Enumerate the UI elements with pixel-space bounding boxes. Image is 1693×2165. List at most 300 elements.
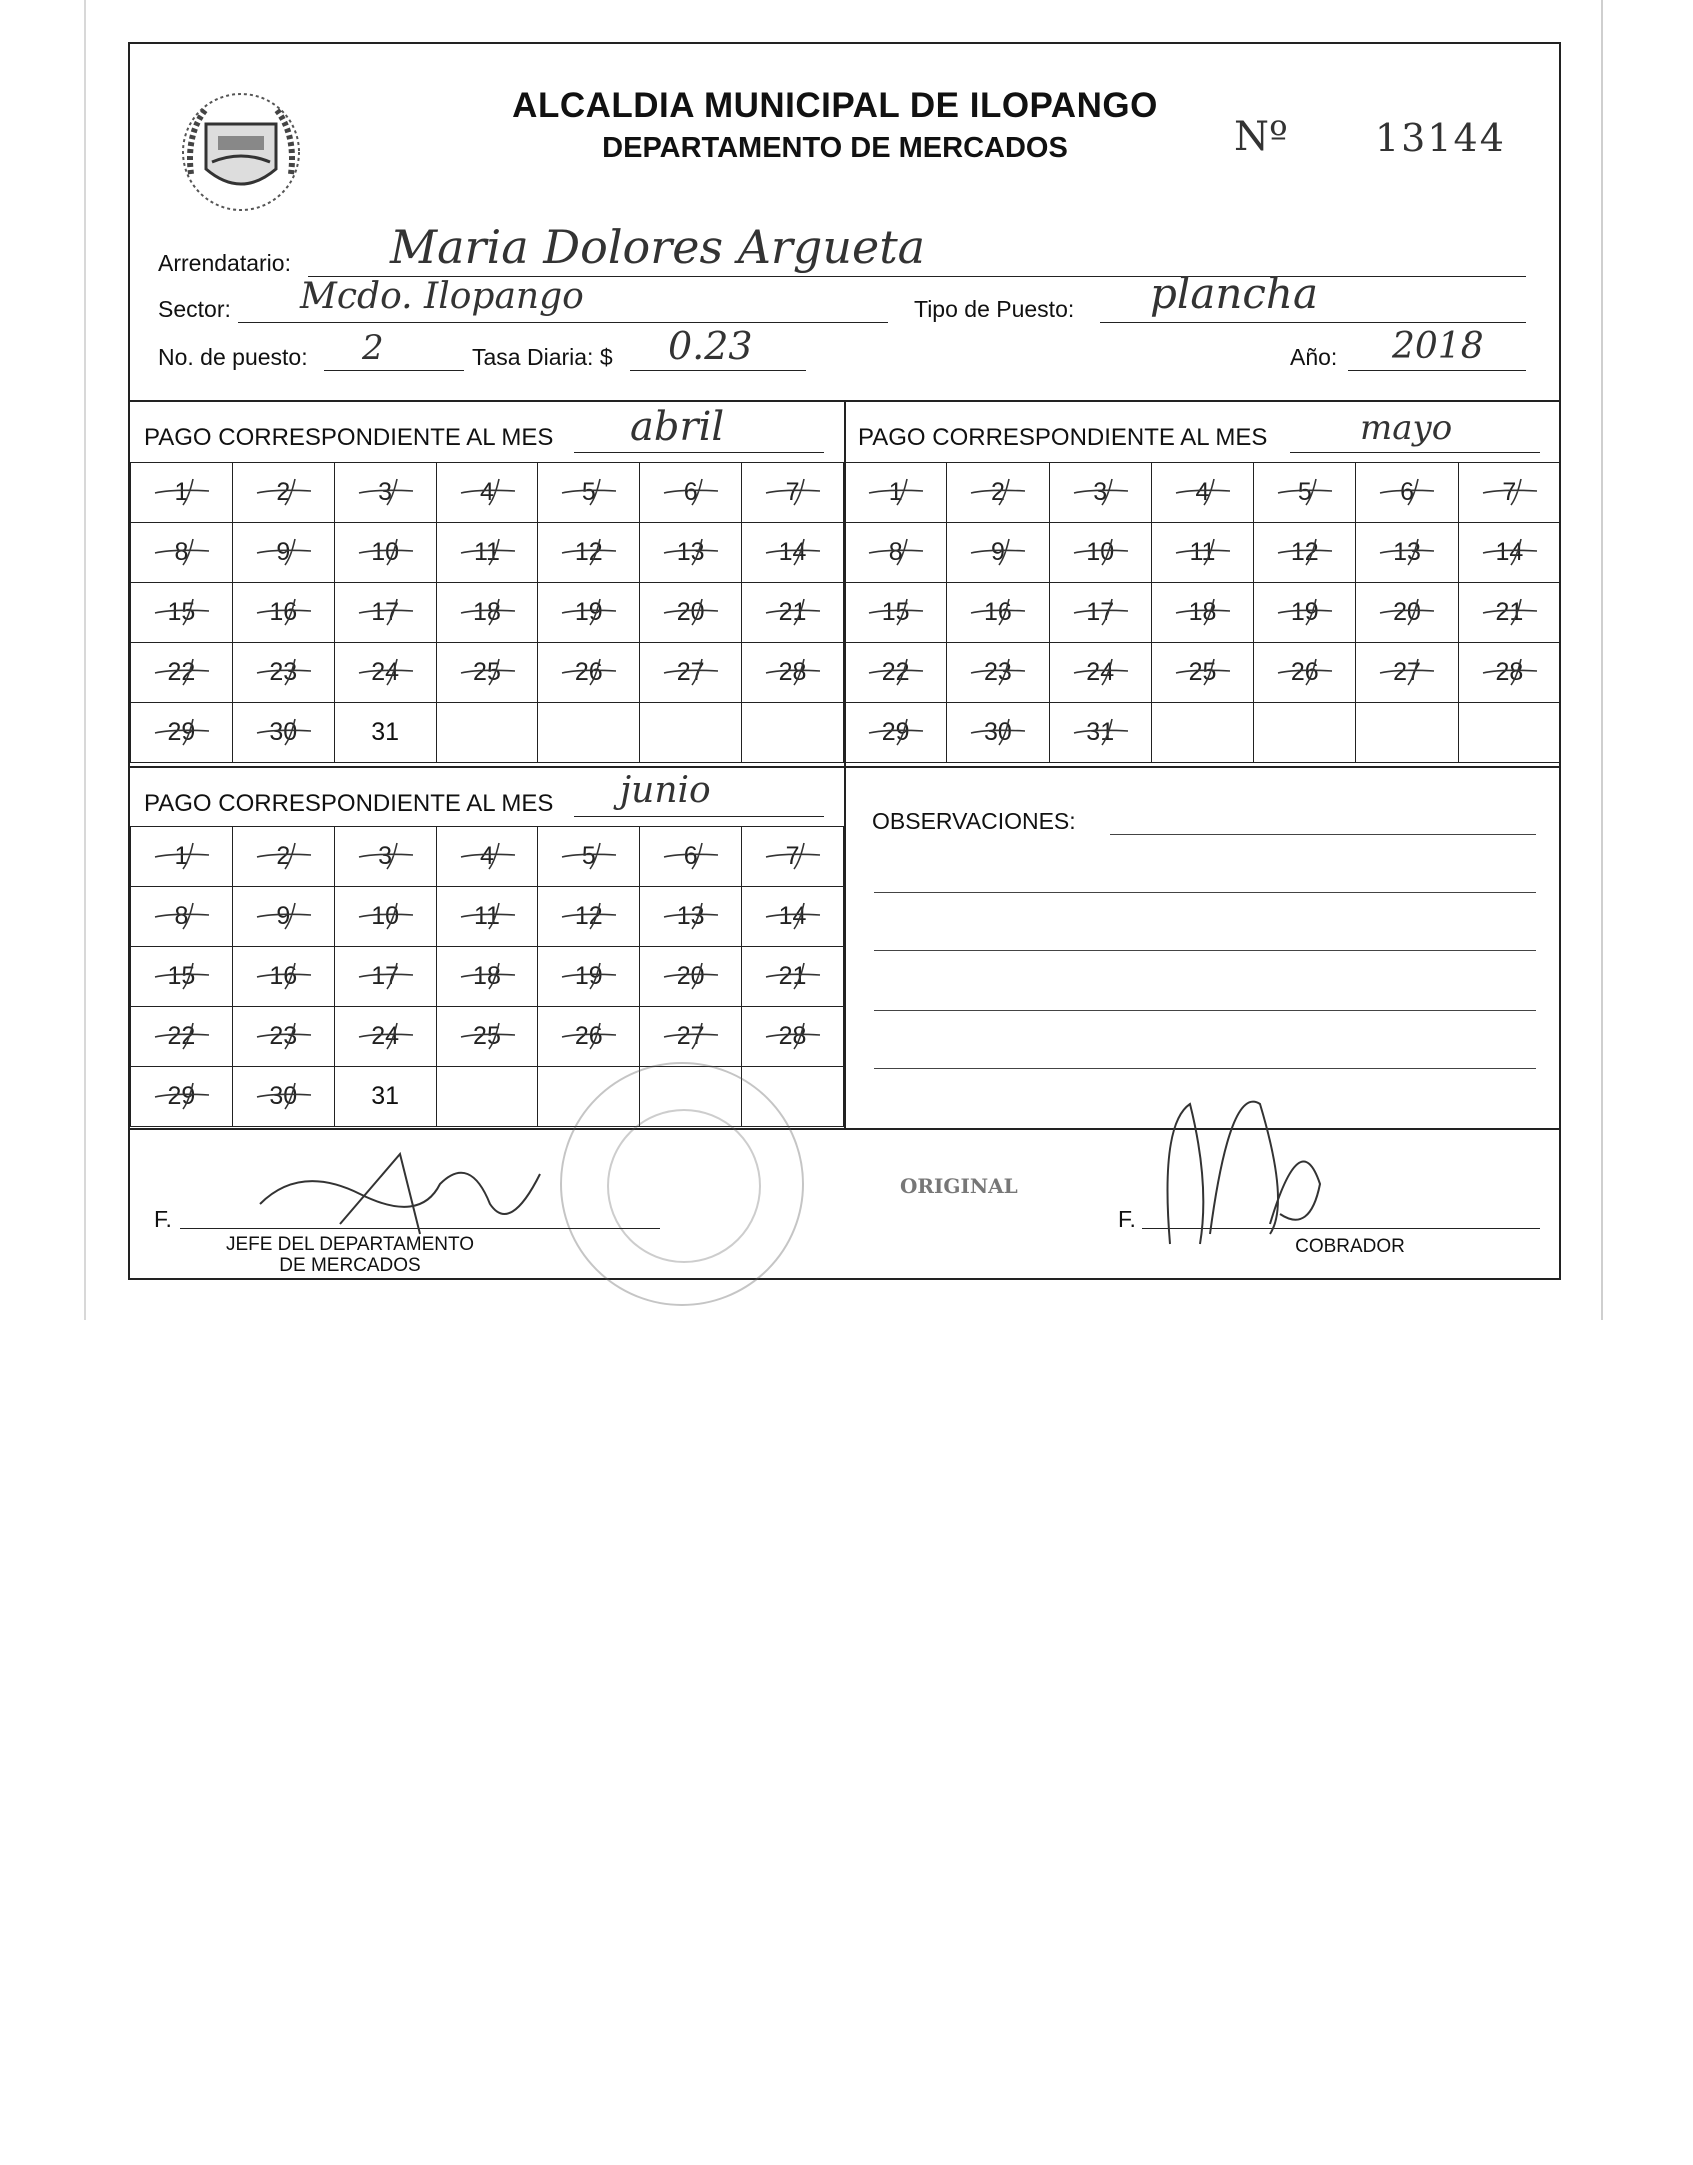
day-cell [131,703,233,763]
day-number: 19 [574,962,603,990]
day-number: 1 [174,842,189,870]
day-number: 29 [167,1082,196,1110]
day-cell [1458,583,1560,643]
day-cell [640,1007,742,1067]
day-cell [436,463,538,523]
paid-check-mark [560,657,618,687]
day-number: 31 [371,718,400,746]
day-number: 20 [1393,598,1421,626]
paid-check-mark [255,1021,313,1051]
day-number: 2 [990,478,1005,506]
day-cell [845,583,947,643]
day-cell [845,523,947,583]
paid-check-mark [969,657,1027,687]
paid-check-mark [1174,657,1232,687]
day-cell [1356,523,1458,583]
day-cell [640,643,742,703]
day-cell [538,1007,640,1067]
paid-check-mark [662,841,720,871]
day-number: 20 [676,598,705,626]
paid-check-mark [764,657,822,687]
left-signature-caption [220,1234,480,1276]
day-cell [232,643,334,703]
tipo-line [1100,322,1526,323]
paid-check-mark [255,1081,313,1111]
paid-check-mark [662,537,720,567]
paid-check-mark [255,901,313,931]
day-number: 31 [371,1082,400,1110]
day-number: 30 [269,1082,298,1110]
day-cell [538,643,640,703]
paid-check-mark [1481,537,1539,567]
day-cell [640,947,742,1007]
day-cell [742,463,844,523]
day-number: 27 [676,658,705,686]
day-number: 15 [167,598,196,626]
day-number: 9 [276,902,291,930]
paid-check-mark [560,537,618,567]
paid-check-mark [1174,477,1232,507]
day-cell [436,947,538,1007]
arrendatario-value: Maria Dolores Argueta [390,220,926,274]
day-number: 12 [1290,538,1319,566]
day-number: 7 [785,842,800,870]
day-number: 28 [1495,658,1524,686]
day-cell [1049,643,1151,703]
day-number: 1 [888,478,903,506]
day-cell [131,583,233,643]
empty-cell [1151,703,1253,763]
paid-check-mark [867,717,925,747]
day-number: 26 [574,658,603,686]
day-cell [1151,583,1253,643]
empty-cell [538,703,640,763]
day-cell [436,643,538,703]
day-number: 28 [778,658,807,686]
paid-check-mark [560,477,618,507]
day-cell [131,1007,233,1067]
paid-check-mark [662,597,720,627]
paid-check-mark [1378,477,1436,507]
tasa-value: 0.23 [668,324,753,368]
paid-check-mark [662,1021,720,1051]
form-header [130,44,1559,402]
month-value-2: mayo [1360,408,1453,448]
day-cell [334,1007,436,1067]
empty-cell [640,703,742,763]
paid-check-mark [153,537,211,567]
paid-check-mark [153,961,211,991]
day-number: 28 [778,1022,807,1050]
day-number: 12 [574,538,603,566]
day-cell [1458,643,1560,703]
puesto-label: No. de puesto: [158,344,308,370]
day-cell [334,523,436,583]
paid-check-mark [764,477,822,507]
day-cell [334,887,436,947]
day-number: 7 [785,478,800,506]
observaciones-label: OBSERVACIONES: [872,808,1076,834]
paid-check-mark [867,477,925,507]
paid-check-mark [357,597,415,627]
day-cell [640,523,742,583]
paid-check-mark [153,901,211,931]
day-number: 16 [984,598,1012,626]
day-number: 15 [881,598,910,626]
paid-check-mark [764,597,822,627]
right-signature-caption: COBRADOR [1295,1236,1405,1257]
paid-check-mark [255,537,313,567]
paid-check-mark [255,477,313,507]
paid-check-mark [459,657,517,687]
day-cell [232,583,334,643]
paid-check-mark [560,597,618,627]
day-number: 18 [1188,598,1217,626]
paid-check-mark [357,477,415,507]
day-cell [131,827,233,887]
title-department: DEPARTAMENTO DE MERCADOS [602,132,1068,164]
day-cell [1356,583,1458,643]
paid-check-mark [357,1021,415,1051]
day-number: 18 [473,598,501,626]
day-cell [232,1007,334,1067]
paid-check-mark [459,841,517,871]
month-value-1: abril [630,404,725,450]
day-number: 29 [881,718,910,746]
paid-check-mark [153,717,211,747]
paid-check-mark [764,537,822,567]
paid-check-mark [255,961,313,991]
day-cell [232,523,334,583]
day-cell [538,523,640,583]
day-cell [742,583,844,643]
day-number: 22 [881,658,910,686]
paid-check-mark [255,657,313,687]
day-cell [436,887,538,947]
day-cell [640,583,742,643]
day-number: 5 [1297,478,1312,506]
paid-check-mark [459,901,517,931]
day-number: 16 [269,962,298,990]
day-number: 14 [778,538,807,566]
day-cell [742,1007,844,1067]
day-cell [742,827,844,887]
day-cell [640,887,742,947]
day-number: 26 [574,1022,603,1050]
day-number: 3 [1093,478,1108,506]
paid-check-mark [357,537,415,567]
day-cell [538,583,640,643]
day-number: 20 [676,962,705,990]
day-number: 5 [581,842,596,870]
paid-check-mark [459,1021,517,1051]
paid-check-mark [560,901,618,931]
day-cell [845,703,947,763]
day-number: 2 [276,478,291,506]
tasa-label: Tasa Diaria: $ [472,344,613,370]
day-number: 26 [1290,658,1319,686]
day-cell [334,463,436,523]
right-signature-scribble [1150,1064,1350,1264]
day-number: 21 [778,962,807,990]
day-cell [131,523,233,583]
paid-check-mark [560,841,618,871]
day-cell [947,523,1049,583]
day-cell [436,523,538,583]
day-number: 24 [1086,658,1115,686]
month-grid-2 [844,462,1561,763]
paid-check-mark [1174,597,1232,627]
tipo-value: plancha [1150,269,1319,318]
day-number: 10 [371,538,400,566]
day-cell [1049,703,1151,763]
day-number: 11 [473,902,500,930]
day-number: 18 [473,962,501,990]
day-number: 23 [984,658,1012,686]
receipt-form [128,42,1561,1280]
paid-check-mark [1174,537,1232,567]
title-municipality: ALCALDIA MUNICIPAL DE ILOPANGO [512,86,1158,125]
sector-label: Sector: [158,296,231,322]
day-number: 25 [1188,658,1217,686]
day-cell [334,643,436,703]
puesto-line [324,370,464,371]
left-signature-label: F. [154,1206,172,1232]
paid-check-mark [867,537,925,567]
tasa-line [630,370,806,371]
day-cell [131,947,233,1007]
sector-value: Mcdo. Ilopango [300,276,584,317]
paid-check-mark [969,717,1027,747]
month-line-1 [574,452,824,453]
anio-value: 2018 [1392,326,1484,367]
day-number: 8 [174,538,189,566]
paid-check-mark [764,961,822,991]
day-cell [1254,643,1356,703]
empty-cell [742,703,844,763]
day-cell [232,703,334,763]
paid-check-mark [560,961,618,991]
day-number: 21 [778,598,807,626]
paid-check-mark [357,657,415,687]
day-number: 10 [1086,538,1115,566]
original-stamp-text: ORIGINAL [900,1174,1018,1198]
day-cell [538,827,640,887]
paid-check-mark [1072,717,1130,747]
day-cell [538,887,640,947]
paid-check-mark [867,597,925,627]
empty-cell [436,1067,538,1127]
paid-check-mark [357,961,415,991]
day-cell [232,827,334,887]
day-number: 27 [676,1022,705,1050]
paid-check-mark [153,657,211,687]
day-cell [1049,463,1151,523]
month-label-1: PAGO CORRESPONDIENTE AL MES [144,424,554,451]
month-label-2: PAGO CORRESPONDIENTE AL MES [858,424,1268,451]
day-number: 13 [676,538,705,566]
paid-check-mark [255,717,313,747]
paid-check-mark [153,477,211,507]
day-cell [742,887,844,947]
paid-check-mark [1276,537,1334,567]
arrendatario-label: Arrendatario: [158,250,291,276]
day-number: 5 [581,478,596,506]
day-cell [947,583,1049,643]
day-cell [334,947,436,1007]
day-cell [232,947,334,1007]
paid-check-mark [969,597,1027,627]
paid-check-mark [764,1021,822,1051]
paid-check-mark [1072,597,1130,627]
anio-line [1348,370,1526,371]
paid-check-mark [764,901,822,931]
empty-cell [1458,703,1560,763]
day-cell [1458,463,1560,523]
day-cell [334,827,436,887]
day-number: 8 [888,538,903,566]
paid-check-mark [255,597,313,627]
paid-check-mark [153,1021,211,1051]
left-signature-scribble [240,1144,560,1244]
day-number: 22 [167,1022,196,1050]
day-cell [742,643,844,703]
day-number: 14 [1495,538,1524,566]
observaciones-line-1 [1110,834,1536,835]
day-number: 11 [1189,538,1216,566]
paid-check-mark [1072,477,1130,507]
paid-check-mark [1378,537,1436,567]
official-stamp [560,1062,804,1306]
day-cell [1458,523,1560,583]
observaciones-line-4 [874,1010,1536,1011]
paid-check-mark [459,961,517,991]
paid-check-mark [1481,657,1539,687]
day-cell [232,887,334,947]
day-number: 19 [574,598,603,626]
paid-check-mark [764,841,822,871]
puesto-value: 2 [362,328,384,368]
day-number: 30 [269,718,298,746]
day-cell [1254,463,1356,523]
paid-check-mark [357,841,415,871]
day-number: 4 [480,842,494,870]
paid-check-mark [662,961,720,991]
paid-check-mark [969,537,1027,567]
day-cell [1151,523,1253,583]
day-cell [131,887,233,947]
day-number: 6 [1400,478,1414,506]
observaciones-line-2 [874,892,1536,893]
day-number: 3 [378,478,393,506]
day-number: 23 [269,1022,298,1050]
day-number: 4 [1195,478,1210,506]
day-number: 16 [269,598,298,626]
day-number: 24 [371,658,400,686]
paid-check-mark [969,477,1027,507]
day-cell [436,1007,538,1067]
municipal-seal-icon [166,74,316,224]
day-cell [947,463,1049,523]
day-number: 15 [167,962,196,990]
day-cell [1356,643,1458,703]
paid-check-mark [1276,597,1334,627]
day-number: 1 [174,478,189,506]
paid-check-mark [1276,477,1334,507]
month-line-2 [1290,452,1540,453]
day-number: 7 [1502,478,1517,506]
day-cell [334,703,436,763]
day-number: 3 [378,842,393,870]
day-number: 13 [676,902,705,930]
day-number: 10 [371,902,400,930]
day-cell [131,463,233,523]
day-number: 13 [1393,538,1421,566]
paid-check-mark [1481,597,1539,627]
empty-cell [1254,703,1356,763]
day-cell [131,1067,233,1127]
day-cell [947,703,1049,763]
day-number: 23 [269,658,298,686]
day-cell [232,1067,334,1127]
day-number: 17 [1086,598,1115,626]
day-number: 25 [473,658,501,686]
paid-check-mark [459,477,517,507]
day-cell [742,947,844,1007]
month-value-3: junio [620,770,711,811]
paid-check-mark [357,901,415,931]
day-cell [131,643,233,703]
paid-check-mark [1276,657,1334,687]
paid-check-mark [867,657,925,687]
day-cell [232,463,334,523]
paid-check-mark [153,597,211,627]
empty-cell [436,703,538,763]
day-number: 11 [473,538,500,566]
paid-check-mark [255,841,313,871]
paid-check-mark [560,1021,618,1051]
day-number: 30 [984,718,1012,746]
day-number: 6 [683,478,698,506]
serial-number: 13144 [1375,116,1506,160]
paid-check-mark [1378,657,1436,687]
day-number: 2 [276,842,291,870]
day-cell [1254,523,1356,583]
day-number: 24 [371,1022,400,1050]
paid-check-mark [662,477,720,507]
day-number: 9 [276,538,291,566]
day-number: 19 [1290,598,1319,626]
row-divider [130,766,1559,768]
day-cell [947,643,1049,703]
paid-check-mark [1072,537,1130,567]
day-cell [1049,523,1151,583]
anio-label: Año: [1290,344,1338,370]
empty-cell [1356,703,1458,763]
paid-check-mark [662,901,720,931]
day-cell [845,643,947,703]
day-number: 25 [473,1022,501,1050]
day-number: 29 [167,718,196,746]
paid-check-mark [1378,597,1436,627]
day-cell [1049,583,1151,643]
day-number: 21 [1495,598,1524,626]
day-cell [538,463,640,523]
day-number: 27 [1393,658,1421,686]
left-caption-line-1: JEFE DEL DEPARTAMENTO [225,1234,475,1255]
day-number: 31 [1086,718,1115,746]
day-number: 17 [371,598,400,626]
